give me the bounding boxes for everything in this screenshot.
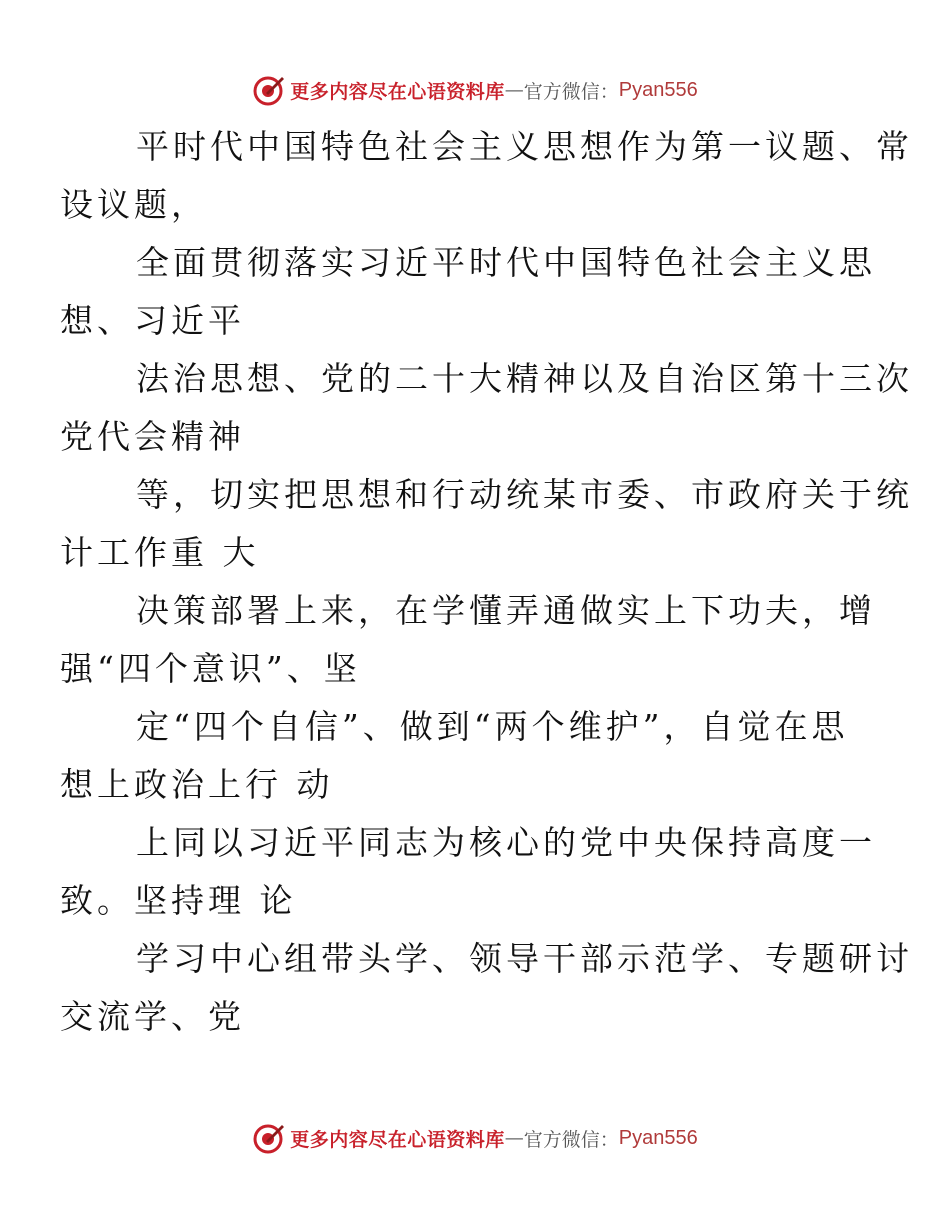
paragraph-line: 交流学、党 xyxy=(60,997,245,1036)
paragraph xyxy=(60,118,913,234)
paragraph-line: 全面贯彻落实习近平时代中国特色社会主义思 xyxy=(136,243,876,282)
paragraph-line: 等，切实把思想和行动统某市委、市政府关于统 xyxy=(136,475,913,514)
header-wechat-label: 官方微信： xyxy=(523,80,619,103)
paragraph-line: 致。坚持理 论 xyxy=(60,881,297,920)
paragraph-line: 强“四个意识”、坚 xyxy=(60,649,361,688)
paragraph xyxy=(60,814,876,930)
paragraph-line: 平时代中国特色社会主义思想作为第一议题、常 xyxy=(136,127,913,166)
header-wechat-id: Pyan556 xyxy=(618,78,698,101)
footer-separator: — xyxy=(504,1127,524,1149)
paragraph-line: 计工作重 大 xyxy=(60,533,260,572)
paragraph xyxy=(60,466,913,582)
paragraph-line: 设议题， xyxy=(60,185,208,224)
footer-banner xyxy=(0,1118,950,1158)
paragraph xyxy=(60,350,913,466)
header-separator: — xyxy=(504,79,524,101)
logo-icon xyxy=(252,73,286,107)
footer-wechat-label: 官方微信： xyxy=(523,1128,619,1151)
paragraph-line: 定“四个自信”、做到“两个维护”，自觉在思 xyxy=(136,707,849,746)
footer-wechat-id: Pyan556 xyxy=(618,1126,698,1149)
paragraph xyxy=(60,698,858,814)
paragraph-line: 学习中心组带头学、领导干部示范学、专题研讨 xyxy=(136,939,913,978)
paragraph-line: 决策部署上来，在学懂弄通做实上下功夫，增 xyxy=(136,591,876,630)
paragraph-line: 党代会精神 xyxy=(60,417,245,456)
logo-icon xyxy=(252,1121,286,1155)
paragraph xyxy=(60,234,876,350)
paragraph-line: 想、习近平 xyxy=(60,301,245,340)
document-body xyxy=(60,118,913,1046)
paragraph-line: 法治思想、党的二十大精神以及自治区第十三次 xyxy=(136,359,913,398)
header-site-text: 更多内容尽在心语资料库 xyxy=(290,80,505,103)
header-banner xyxy=(0,70,950,110)
footer-site-text: 更多内容尽在心语资料库 xyxy=(290,1128,505,1151)
paragraph xyxy=(60,582,876,698)
paragraph-line: 上同以习近平同志为核心的党中央保持高度一 xyxy=(136,823,876,862)
paragraph-line: 想上政治上行 动 xyxy=(60,765,334,804)
paragraph xyxy=(60,930,913,1046)
